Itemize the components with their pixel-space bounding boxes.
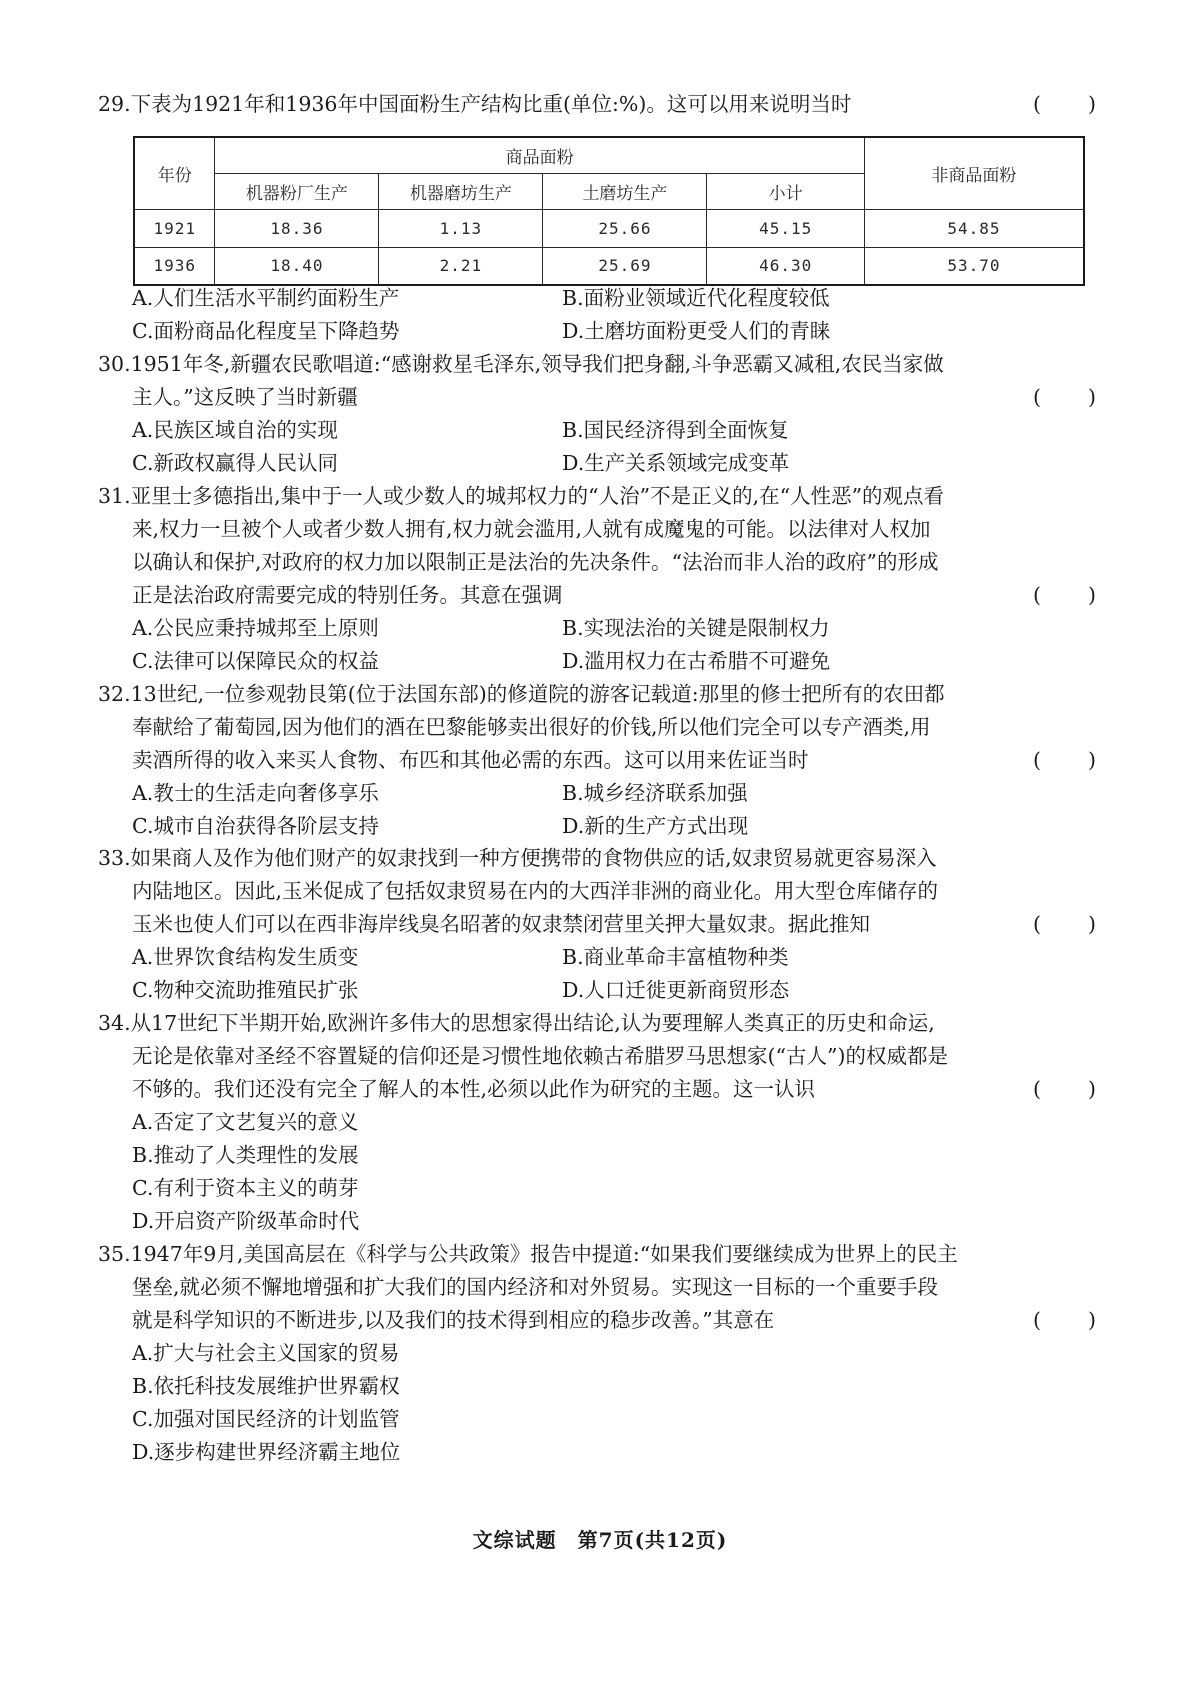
question-line-text: 就是科学知识的不断进步,以及我们的技术得到相应的稳步改善。”其意在 <box>132 1308 775 1332</box>
question-line <box>98 908 1098 941</box>
question-29 <box>98 88 1098 121</box>
question-line: 内陆地区。因此,玉米促成了包括奴隶贸易在内的大西洋非洲的商业化。用大型仓库储存的 <box>132 879 939 903</box>
question-29-text: 29.下表为1921年和1936年中国面粉生产结构比重(单位:%)。这可以用来说明当时 <box>98 92 852 116</box>
table-subheader: 小计 <box>707 173 864 209</box>
table-cell: 25.69 <box>543 247 707 285</box>
question-line-text: 玉米也使人们可以在西非海岸线臭名昭著的奴隶禁闭营里关押大量奴隶。据此推知 <box>132 912 870 936</box>
question-line: 31.亚里士多德指出,集中于一人或少数人的城邦权力的“人治”不是正义的,在“人性恶”的观点看 <box>98 484 945 508</box>
table-cell-year: 1936 <box>134 247 215 285</box>
option-row <box>98 974 1098 1007</box>
page-footer: 文综试题 第7页(共12页) <box>472 1528 728 1552</box>
question-line: 30.1951年冬,新疆农民歌唱道:“感谢救星毛泽东,领导我们把身翻,斗争恶霸又减租,农民当家做 <box>98 352 944 376</box>
option-row <box>98 777 1098 810</box>
option-row <box>98 447 1098 480</box>
option-row <box>98 315 1098 348</box>
question-33 <box>98 842 1098 1007</box>
table-subheader: 机器磨坊生产 <box>379 173 543 209</box>
answer-blank: ( ) <box>1033 385 1098 409</box>
option-a[interactable]: A.人们生活水平制约面粉生产 <box>132 286 400 310</box>
option-c[interactable]: C.新政权赢得人民认同 <box>132 451 338 475</box>
question-29-stem <box>98 88 1098 121</box>
option-row <box>98 645 1098 678</box>
option-a[interactable]: A.否定了文艺复兴的意义 <box>132 1110 359 1134</box>
option-d[interactable]: D.滥用权力在古希腊不可避免 <box>562 649 831 673</box>
table-cell: 2.21 <box>379 247 543 285</box>
option-c[interactable]: C.物种交流助推殖民扩张 <box>132 978 359 1002</box>
answer-blank: ( ) <box>1033 1308 1098 1332</box>
question-line <box>98 1304 1098 1337</box>
question-line: 奉献给了葡萄园,因为他们的酒在巴黎能够卖出很好的价钱,所以他们完全可以专产酒类,用 <box>132 715 931 739</box>
question-line: 33.如果商人及作为他们财产的奴隶找到一种方便携带的食物供应的话,奴隶贸易就更容易深入 <box>98 846 937 870</box>
flour-production-table <box>133 136 1085 286</box>
option-a[interactable]: A.公民应秉持城邦至上原则 <box>132 616 379 640</box>
answer-blank: ( ) <box>1033 912 1098 936</box>
option-row <box>98 612 1098 645</box>
question-line <box>98 1073 1098 1106</box>
option-d[interactable]: D.开启资产阶级革命时代 <box>132 1209 360 1233</box>
table-header-row <box>134 137 1084 173</box>
option-a[interactable]: A.世界饮食结构发生质变 <box>132 945 359 969</box>
option-b[interactable]: B.面粉业领域近代化程度较低 <box>562 286 830 310</box>
table-subheader: 机器粉厂生产 <box>215 173 379 209</box>
option-row <box>98 414 1098 447</box>
option-b[interactable]: B.实现法治的关键是限制权力 <box>562 616 830 640</box>
table-header-year: 年份 <box>134 137 215 209</box>
question-31 <box>98 480 1098 678</box>
question-30 <box>98 348 1098 480</box>
question-line-text: 正是法治政府需要完成的特别任务。其意在强调 <box>132 583 563 607</box>
table-row <box>134 209 1084 247</box>
question-line: 堡垒,就必须不懈地增强和扩大我们的国内经济和对外贸易。实现这一目标的一个重要手段 <box>132 1275 939 1299</box>
table-cell: 1.13 <box>379 209 543 247</box>
question-29-options <box>98 282 1098 348</box>
table-cell: 45.15 <box>707 209 864 247</box>
question-line-text: 主人。”这反映了当时新疆 <box>132 385 358 409</box>
option-c[interactable]: C.城市自治获得各阶层支持 <box>132 814 379 838</box>
question-line: 以确认和保护,对政府的权力加以限制正是法治的先决条件。“法治而非人治的政府”的形成 <box>132 550 939 574</box>
question-line: 32.13世纪,一位参观勃艮第(位于法国东部)的修道院的游客记载道:那里的修士把所有的农田都 <box>98 682 945 706</box>
option-b[interactable]: B.国民经济得到全面恢复 <box>562 418 789 442</box>
question-line-text: 卖酒所得的收入来买人食物、布匹和其他必需的东西。这可以用来佐证当时 <box>132 748 809 772</box>
table-cell: 18.36 <box>215 209 379 247</box>
table-cell: 46.30 <box>707 247 864 285</box>
question-34 <box>98 1007 1098 1238</box>
table-cell-year: 1921 <box>134 209 215 247</box>
option-c[interactable]: C.面粉商品化程度呈下降趋势 <box>132 319 400 343</box>
option-row <box>98 941 1098 974</box>
question-line <box>98 381 1098 414</box>
option-d[interactable]: D.土磨坊面粉更受人们的青睐 <box>562 319 831 343</box>
option-row <box>98 282 1098 315</box>
answer-blank: ( ) <box>1033 92 1098 116</box>
option-b[interactable]: B.依托科技发展维护世界霸权 <box>132 1374 400 1398</box>
table-header-commodity: 商品面粉 <box>215 137 864 173</box>
option-a[interactable]: A.民族区域自治的实现 <box>132 418 338 442</box>
table-cell: 18.40 <box>215 247 379 285</box>
answer-blank: ( ) <box>1033 583 1098 607</box>
question-line <box>98 744 1098 777</box>
table-subheader: 土磨坊生产 <box>543 173 707 209</box>
table-row <box>134 247 1084 285</box>
option-row <box>98 810 1098 843</box>
option-c[interactable]: C.有利于资本主义的萌芽 <box>132 1176 359 1200</box>
answer-blank: ( ) <box>1033 748 1098 772</box>
option-d[interactable]: D.逐步构建世界经济霸主地位 <box>132 1440 401 1464</box>
option-d[interactable]: D.生产关系领域完成变革 <box>562 451 790 475</box>
option-d[interactable]: D.人口迁徙更新商贸形态 <box>562 978 790 1002</box>
question-line <box>98 579 1098 612</box>
option-b[interactable]: B.城乡经济联系加强 <box>562 781 748 805</box>
question-line-text: 不够的。我们还没有完全了解人的本性,必须以此作为研究的主题。这一认识 <box>132 1077 816 1101</box>
question-line: 无论是依靠对圣经不容置疑的信仰还是习惯性地依赖古希腊罗马思想家(“古人”)的权威都是 <box>132 1044 948 1068</box>
answer-blank: ( ) <box>1033 1077 1098 1101</box>
table-header-noncommodity: 非商品面粉 <box>864 137 1084 209</box>
question-line: 34.从17世纪下半期开始,欧洲许多伟大的思想家得出结论,认为要理解人类真正的历史和命运, <box>98 1011 935 1035</box>
option-c[interactable]: C.加强对国民经济的计划监管 <box>132 1407 400 1431</box>
option-b[interactable]: B.推动了人类理性的发展 <box>132 1143 359 1167</box>
table-cell: 25.66 <box>543 209 707 247</box>
question-32 <box>98 678 1098 843</box>
option-b[interactable]: B.商业革命丰富植物种类 <box>562 945 789 969</box>
option-a[interactable]: A.教士的生活走向奢侈享乐 <box>132 781 379 805</box>
option-c[interactable]: C.法律可以保障民众的权益 <box>132 649 379 673</box>
question-line: 来,权力一旦被个人或者少数人拥有,权力就会滥用,人就有成魔鬼的可能。以法律对人权加 <box>132 517 931 541</box>
table-cell: 53.70 <box>864 247 1084 285</box>
table-cell: 54.85 <box>864 209 1084 247</box>
question-35 <box>98 1238 1098 1469</box>
question-line: 35.1947年9月,美国高层在《科学与公共政策》报告中提道:“如果我们要继续成为世界上的民主 <box>98 1242 958 1266</box>
option-a[interactable]: A.扩大与社会主义国家的贸易 <box>132 1341 400 1365</box>
option-d[interactable]: D.新的生产方式出现 <box>562 814 749 838</box>
